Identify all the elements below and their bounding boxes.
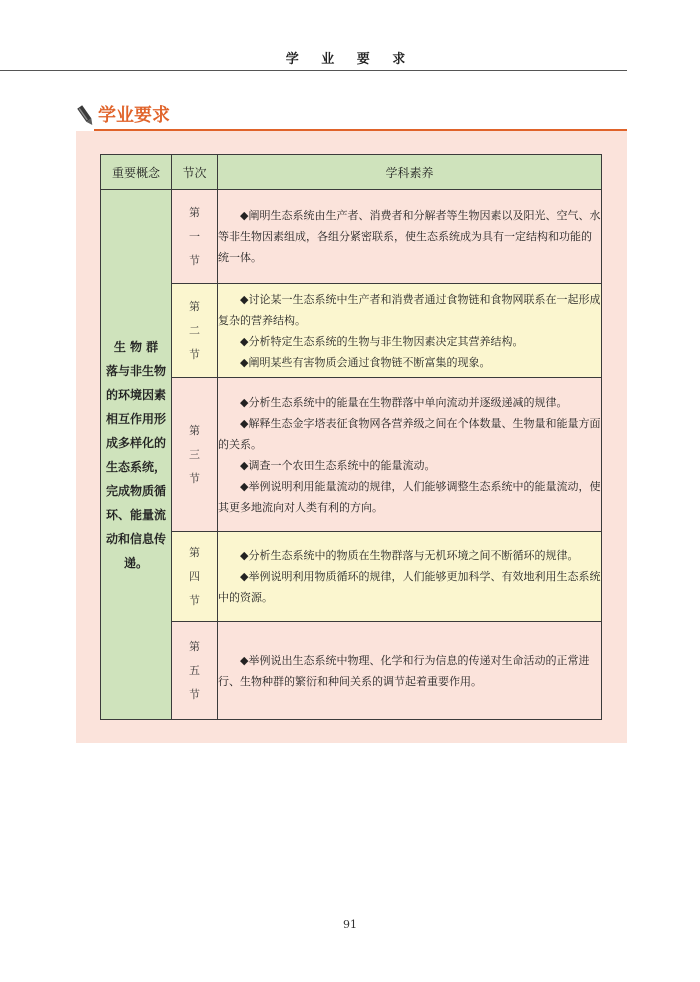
competency-item: ◆讨论某一生态系统中生产者和消费者通过食物链和食物网联系在一起形成复杂的营养结构。 xyxy=(218,292,601,327)
competency-cell xyxy=(218,284,602,378)
key-concept-text: 生 物 群 落与非生物 的环境因素 相互作用形 成多样化的 生态系统， 完成物质循 环、能量流 动和信息传 递。 xyxy=(105,339,166,570)
table-row xyxy=(101,284,602,378)
section-title: 学业要求 xyxy=(98,105,170,126)
competency-item: ◆分析特定生态系统的生物与非生物因素决定其营养结构。 xyxy=(240,334,524,348)
running-header: 学 业 要 求 xyxy=(285,52,415,67)
competency-cell xyxy=(218,190,602,284)
header-section: 节次 xyxy=(172,155,218,190)
table-row xyxy=(101,532,602,622)
table-header-row xyxy=(101,155,602,190)
table-row xyxy=(101,190,602,284)
competency-item: ◆阐明生态系统由生产者、消费者和分解者等生物因素以及阳光、空气、水等非生物因素组成，各组分紧密联系，使生态系统成为具有一定结构和功能的统一体。 xyxy=(218,209,601,264)
page-number: 91 xyxy=(343,918,357,931)
competency-cell xyxy=(218,622,602,720)
competency-item: ◆举例说明利用能量流动的规律，人们能够调整生态系统中的能量流动，使其更多地流向对人类有利的方向。 xyxy=(218,479,601,514)
section-heading xyxy=(76,104,627,130)
competency-item: ◆阐明某些有害物质会通过食物链不断富集的现象。 xyxy=(240,355,491,369)
section-cell: 第 一 节 xyxy=(172,190,218,284)
competency-item: ◆分析生态系统中的能量在生物群落中单向流动并逐级递减的规律。 xyxy=(240,395,568,409)
section-cell: 第 五 节 xyxy=(172,622,218,720)
key-concept-cell xyxy=(101,190,172,720)
header-key-concept: 重要概念 xyxy=(101,155,172,190)
competency-item: ◆调查一个农田生态系统中的能量流动。 xyxy=(240,458,436,472)
competency-item: ◆举例说明利用物质循环的规律，人们能够更加科学、有效地利用生态系统中的资源。 xyxy=(218,570,601,604)
table-row xyxy=(101,378,602,532)
header-competency: 学科素养 xyxy=(218,155,602,190)
competency-item: ◆解释生态金字塔表征食物网各营养级之间在个体数量、生物量和能量方面的关系。 xyxy=(218,416,601,451)
pencil-icon xyxy=(76,104,96,128)
requirements-table xyxy=(100,154,602,720)
section-cell: 第 二 节 xyxy=(172,284,218,378)
header-rule xyxy=(0,70,627,71)
section-cell: 第 三 节 xyxy=(172,378,218,532)
competency-item: ◆举例说出生态系统中物理、化学和行为信息的传递对生命活动的正常进行、生物种群的繁衍和种间关系的调节起着重要作用。 xyxy=(218,653,590,688)
section-cell: 第 四 节 xyxy=(172,532,218,622)
competency-cell xyxy=(218,378,602,532)
competency-cell xyxy=(218,532,602,622)
table-row xyxy=(101,622,602,720)
competency-item: ◆分析生态系统中的物质在生物群落与无机环境之间不断循环的规律。 xyxy=(240,549,579,562)
